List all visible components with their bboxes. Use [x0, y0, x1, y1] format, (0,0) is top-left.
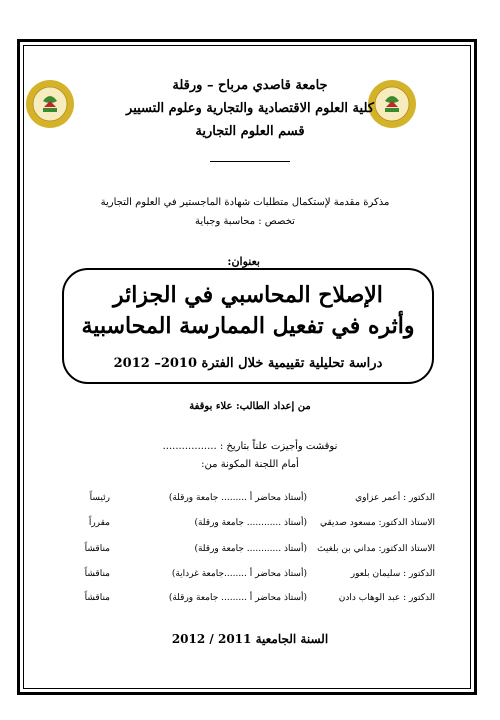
university-seal-icon — [25, 79, 75, 129]
jury-name: الدكتور : عبد الوهاب دادن — [338, 593, 435, 603]
memo-purpose: مذكرة مقدمة لإستكمال متطلبات شهادة الماجستير في العلوم التجارية — [100, 197, 390, 208]
jury-name: الدكتور : سليمان بلعور — [350, 569, 435, 579]
jury-row — [60, 493, 435, 509]
jury-rank: (أستاذ محاضر أ ......... جامعة ورقلة) — [168, 593, 307, 603]
title-heading-label: بعنوان: — [227, 255, 260, 268]
faculty-name: كلية العلوم الاقتصادية والتجارية وعلوم التسيير — [126, 101, 374, 116]
jury-rank: (أستاذ ............ جامعة ورقلة) — [194, 518, 307, 528]
department-name: قسم العلوم التجارية — [195, 124, 305, 139]
jury-row — [60, 518, 435, 534]
thesis-title-line1: الإصلاح المحاسبي في الجزائر — [113, 282, 383, 308]
jury-rank: (أستاذ محاضر أ ........جامعة غرداية) — [171, 569, 307, 579]
jury-rank: (أستاذ ............ جامعة ورقلة) — [194, 544, 307, 554]
university-name: جامعة قاصدي مرباح – ورقلة — [172, 78, 328, 93]
discussion-date: نوقشت وأجيزت علناً بتاريخ : ................. — [162, 441, 338, 452]
jury-name: الاستاذ الدكتور: مسعود صديقي — [320, 518, 435, 528]
jury-row — [60, 544, 435, 560]
jury-role: مناقشاً — [84, 544, 110, 554]
jury-role: رئيساً — [89, 493, 110, 503]
jury-name: الاستاذ الدكتور: مداني بن بلغيث — [317, 544, 435, 554]
thesis-title-line2: وأثره في تفعيل الممارسة المحاسبية — [81, 313, 415, 339]
student-name: من إعداد الطالب: علاء بوقفة — [189, 401, 311, 412]
jury-role: مناقشاً — [84, 593, 110, 603]
jury-role: مقرراً — [88, 518, 110, 528]
academic-year: السنة الجامعية 2011 / 2012 — [171, 632, 329, 646]
jury-name: الدكتور : أعمر عزاوي — [355, 493, 435, 503]
jury-role: مناقشاً — [84, 569, 110, 579]
thesis-subtitle: دراسة تحليلية تقييمية خلال الفترة 2010– 2012 — [113, 356, 383, 371]
header-divider — [210, 161, 290, 162]
jury-title: أمام اللجنة المكونة من: — [201, 459, 299, 470]
jury-row — [60, 569, 435, 585]
jury-rank: (أستاذ محاضر أ ......... جامعة ورقلة) — [168, 493, 307, 503]
jury-row — [60, 593, 435, 609]
memo-specialty: تخصص : محاسبة وجباية — [195, 216, 295, 227]
